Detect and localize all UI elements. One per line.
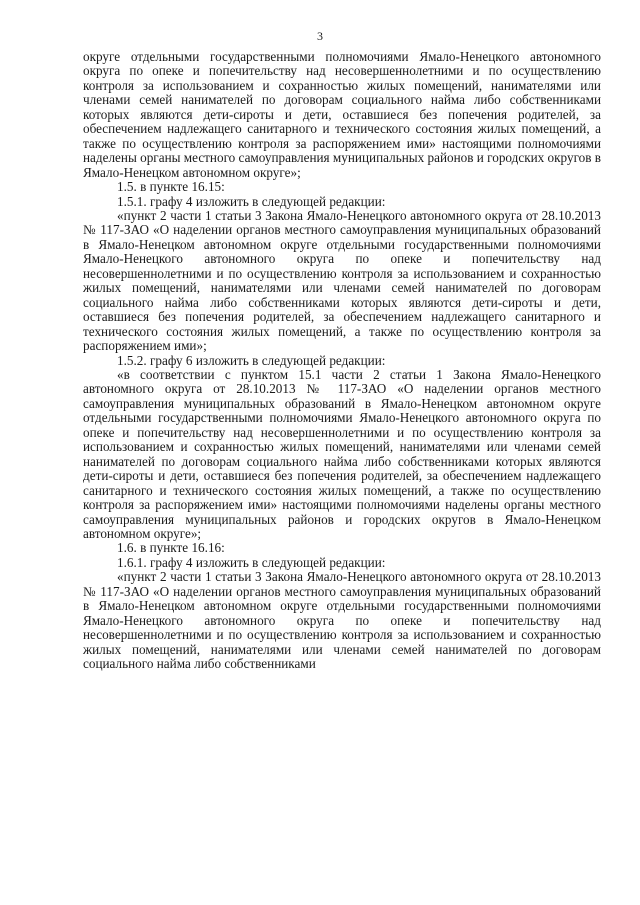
- paragraph: 1.6. в пункте 16.16:: [117, 540, 225, 556]
- page-number: 3: [317, 29, 323, 43]
- document-body: [83, 50, 601, 671]
- paragraph: 1.5.2. графу 6 изложить в следующей редакции:: [117, 352, 386, 368]
- paragraph: округе отдельными государственными полномочиями Ямало-Ненецкого автономного округа по опеке и попечительству над несовершеннолетними и по осуществлению контроля за использованием и сохранностью жилых помещений, нанимателями или членами семей нанимателей по договорам социального найма либо собственниками которых являются дети-сироты и дети, оставшиеся без попечения родителей, за обеспечением надлежащего санитарного и технического состояния жилых помещений, а также по осуществлению контроля за распоряжением ими» настоящими полномочиями наделены органы местного самоуправления муниципальных районов и городских округов в Ямало-Ненецком автономном округе»;: [83, 49, 601, 180]
- paragraph: «пункт 2 части 1 статьи 3 Закона Ямало-Ненецкого автономного округа от 28.10.2013 № 117-ЗАО «О наделении органов местного самоуправления муниципальных образований в Ямало-Ненецком автономном округе отдельными государственными полномочиями Ямало-Ненецкого автономного округа по опеке и попечительству над несовершеннолетними и по осуществлению контроля за использованием и сохранностью жилых помещений, нанимателями или членами семей нанимателей по договорам социального найма либо собственниками: [83, 569, 601, 672]
- paragraph: «в соответствии с пунктом 15.1 части 2 статьи 1 Закона Ямало-Ненецкого автономного округа от 28.10.2013 № 117-ЗАО «О наделении органов местного самоуправления муниципальных образований в Ямало-Ненецком автономном округе отдельными государственными полномочиями Ямало-Ненецкого автономного округа по опеке и попечительству над несовершеннолетними и по осуществлению контроля за использованием и сохранностью жилых помещений, нанимателями или членами семей нанимателей по договорам социального найма либо собственниками которых являются дети-сироты и дети, оставшиеся без попечения родителей, за обеспечением надлежащего санитарного и технического состояния жилых помещений, а также по осуществлению контроля за распоряжением ими» настоящими полномочиями наделены органы местного самоуправления муниципальных районов и городских округов в Ямало-Ненецком автономном округе»;: [83, 366, 601, 541]
- paragraph: 1.6.1. графу 4 изложить в следующей редакции:: [117, 554, 386, 570]
- paragraph: 1.5.1. графу 4 изложить в следующей редакции:: [117, 193, 386, 209]
- paragraph: «пункт 2 части 1 статьи 3 Закона Ямало-Ненецкого автономного округа от 28.10.2013 № 117-ЗАО «О наделении органов местного самоуправления муниципальных образований в Ямало-Ненецком автономном округе отдельными государственными полномочиями Ямало-Ненецкого автономного округа по опеке и попечительству над несовершеннолетними и по осуществлению контроля за использованием и сохранностью жилых помещений, нанимателями или членами семей нанимателей по договорам социального найма либо собственниками которых являются дети-сироты и дети, оставшиеся без попечения родителей, за обеспечением надлежащего санитарного и технического состояния жилых помещений, а также по осуществлению контроля за распоряжением ими»;: [83, 207, 601, 354]
- paragraph: 1.5. в пункте 16.15:: [117, 179, 225, 195]
